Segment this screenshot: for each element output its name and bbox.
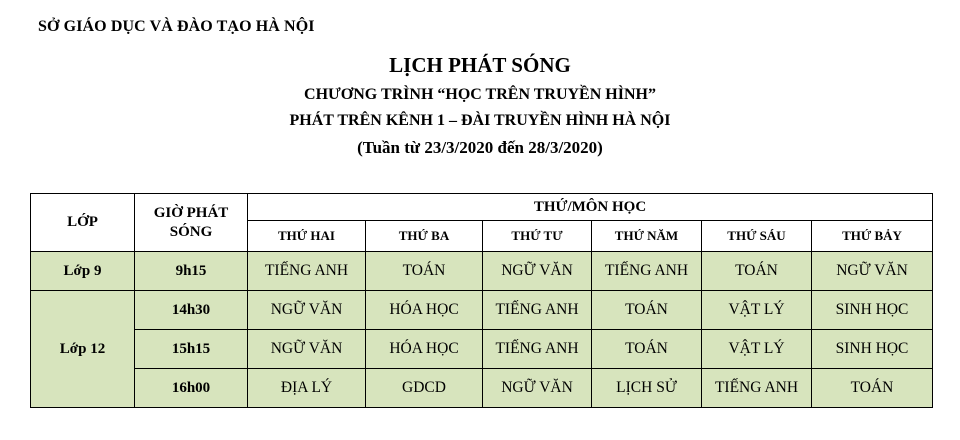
table-row <box>31 330 933 369</box>
subject-cell: VẬT LÝ <box>702 291 812 330</box>
day-header: THỨ SÁU <box>702 221 812 252</box>
subject-cell: TIẾNG ANH <box>248 252 366 291</box>
subject-cell: HÓA HỌC <box>366 291 483 330</box>
subject-cell: TOÁN <box>592 291 702 330</box>
subject-cell: NGỮ VĂN <box>483 369 592 408</box>
header-day-subject: THỨ/MÔN HỌC <box>248 194 933 221</box>
day-header: THỨ BA <box>366 221 483 252</box>
class-label: Lớp 9 <box>31 252 135 291</box>
subject-cell: NGỮ VĂN <box>812 252 933 291</box>
subject-cell: TOÁN <box>812 369 933 408</box>
subject-cell: SINH HỌC <box>812 291 933 330</box>
subject-cell: TOÁN <box>366 252 483 291</box>
header-air-time-line2: SÓNG <box>169 223 213 240</box>
subject-cell: TIẾNG ANH <box>592 252 702 291</box>
subject-cell: TOÁN <box>592 330 702 369</box>
day-header: THỨ NĂM <box>592 221 702 252</box>
subject-cell: NGỮ VĂN <box>248 291 366 330</box>
subject-cell: HÓA HỌC <box>366 330 483 369</box>
table-row <box>31 369 933 408</box>
day-header: THỨ TƯ <box>483 221 592 252</box>
table-row <box>31 252 933 291</box>
program-subtitle: CHƯƠNG TRÌNH “HỌC TRÊN TRUYỀN HÌNH” <box>304 86 656 103</box>
subject-cell: ĐỊA LÝ <box>248 369 366 408</box>
class-label: Lớp 12 <box>31 291 135 408</box>
air-time: 15h15 <box>135 330 248 369</box>
subject-cell: NGỮ VĂN <box>483 252 592 291</box>
week-range: (Tuần từ 23/3/2020 đến 28/3/2020) <box>357 138 603 157</box>
header-class: LỚP <box>31 194 135 252</box>
organization-name: SỞ GIÁO DỤC VÀ ĐÀO TẠO HÀ NỘI <box>38 18 315 35</box>
subject-cell: TIẾNG ANH <box>483 291 592 330</box>
subject-cell: NGỮ VĂN <box>248 330 366 369</box>
subject-cell: TIẾNG ANH <box>483 330 592 369</box>
table-row <box>31 291 933 330</box>
subject-cell: SINH HỌC <box>812 330 933 369</box>
header-air-time <box>135 194 248 252</box>
air-time: 9h15 <box>135 252 248 291</box>
broadcast-schedule-table <box>30 193 933 408</box>
subject-cell: VẬT LÝ <box>702 330 812 369</box>
subject-cell: TOÁN <box>702 252 812 291</box>
subject-cell: GDCD <box>366 369 483 408</box>
day-header: THỨ BẢY <box>812 221 933 252</box>
air-time: 16h00 <box>135 369 248 408</box>
channel-subtitle: PHÁT TRÊN KÊNH 1 – ĐÀI TRUYỀN HÌNH HÀ NỘI <box>289 112 671 129</box>
header-air-time-line1: GIỜ PHÁT <box>153 204 229 221</box>
subject-cell: LỊCH SỬ <box>592 369 702 408</box>
subject-cell: TIẾNG ANH <box>702 369 812 408</box>
air-time: 14h30 <box>135 291 248 330</box>
day-header: THỨ HAI <box>248 221 366 252</box>
page-title: LỊCH PHÁT SÓNG <box>389 53 571 77</box>
